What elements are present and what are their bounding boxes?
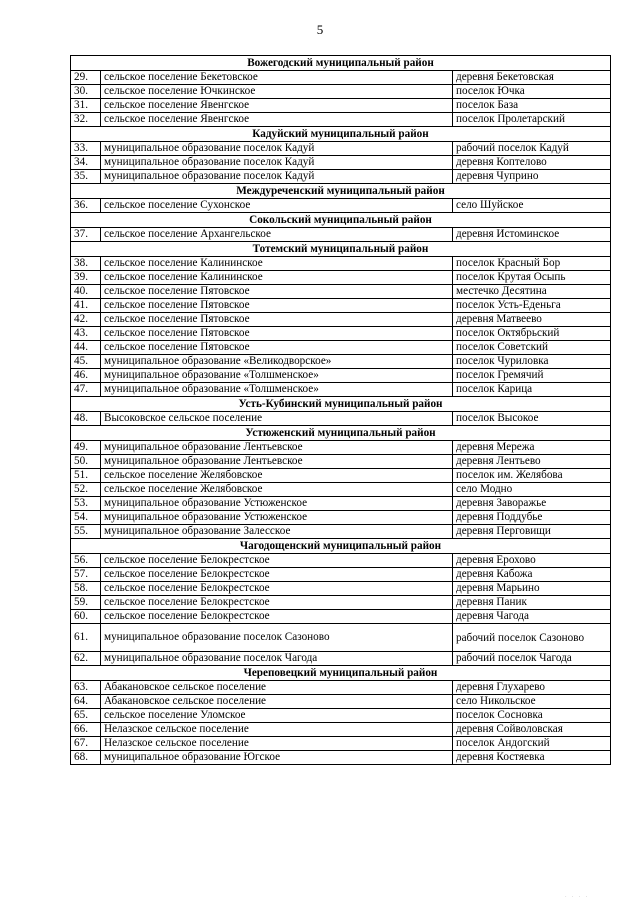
settlement-cell: деревня Перговищи — [453, 525, 611, 539]
table-row — [71, 596, 611, 610]
municipality-cell: сельское поселение Желябовское — [101, 469, 453, 483]
row-number: 36. — [71, 199, 101, 213]
settlement-cell: деревня Кабожа — [453, 568, 611, 582]
municipality-cell: сельское поселение Калининское — [101, 271, 453, 285]
table-row — [71, 85, 611, 99]
table-row — [71, 327, 611, 341]
municipality-cell: сельское поселение Пятовское — [101, 285, 453, 299]
district-title: Междуреченский муниципальный район — [71, 184, 611, 199]
settlement-cell: поселок Карица — [453, 383, 611, 397]
row-number: 47. — [71, 383, 101, 397]
row-number: 58. — [71, 582, 101, 596]
district-header-row — [71, 426, 611, 441]
municipality-cell: сельское поселение Явенгское — [101, 99, 453, 113]
municipality-cell: муниципальное образование «Толшменское» — [101, 383, 453, 397]
row-number: 64. — [71, 695, 101, 709]
row-number: 49. — [71, 441, 101, 455]
district-title: Вожегодский муниципальный район — [71, 56, 611, 71]
settlement-cell: деревня Истоминское — [453, 228, 611, 242]
settlement-cell: поселок Гремячий — [453, 369, 611, 383]
row-number: 29. — [71, 71, 101, 85]
row-number: 61. — [71, 624, 101, 652]
row-number: 51. — [71, 469, 101, 483]
settlement-cell: местечко Десятина — [453, 285, 611, 299]
row-number: 35. — [71, 170, 101, 184]
row-number: 38. — [71, 257, 101, 271]
row-number: 48. — [71, 412, 101, 426]
table-row — [71, 355, 611, 369]
row-number: 45. — [71, 355, 101, 369]
settlement-cell: поселок База — [453, 99, 611, 113]
settlement-cell: поселок Советский — [453, 341, 611, 355]
settlements-table — [70, 55, 611, 765]
district-header-row — [71, 213, 611, 228]
table-row — [71, 199, 611, 213]
table-row — [71, 228, 611, 242]
row-number: 40. — [71, 285, 101, 299]
municipality-cell: муниципальное образование поселок Кадуй — [101, 142, 453, 156]
table-row — [71, 313, 611, 327]
district-header-row — [71, 127, 611, 142]
settlement-cell: деревня Паник — [453, 596, 611, 610]
district-title: Усть-Кубинский муниципальный район — [71, 397, 611, 412]
table-row — [71, 271, 611, 285]
table-row — [71, 142, 611, 156]
row-number: 33. — [71, 142, 101, 156]
municipality-cell: сельское поселение Белокрестское — [101, 596, 453, 610]
settlement-cell: поселок Сосновка — [453, 709, 611, 723]
table-row — [71, 737, 611, 751]
row-number: 32. — [71, 113, 101, 127]
table-row — [71, 441, 611, 455]
row-number: 55. — [71, 525, 101, 539]
settlement-cell: поселок Высокое — [453, 412, 611, 426]
row-number: 46. — [71, 369, 101, 383]
row-number: 66. — [71, 723, 101, 737]
settlement-cell: деревня Глухарево — [453, 681, 611, 695]
settlement-cell: поселок Красный Бор — [453, 257, 611, 271]
district-title: Кадуйский муниципальный район — [71, 127, 611, 142]
table-row — [71, 624, 611, 652]
settlement-cell: поселок Октябрьский — [453, 327, 611, 341]
settlement-cell: деревня Поддубье — [453, 511, 611, 525]
table-row — [71, 71, 611, 85]
row-number: 34. — [71, 156, 101, 170]
row-number: 42. — [71, 313, 101, 327]
settlement-cell: деревня Сойволовская — [453, 723, 611, 737]
settlement-cell: деревня Заворажье — [453, 497, 611, 511]
municipality-cell: сельское поселение Явенгское — [101, 113, 453, 127]
district-title: Череповецкий муниципальный район — [71, 666, 611, 681]
settlement-cell: деревня Матвеево — [453, 313, 611, 327]
district-header-row — [71, 242, 611, 257]
row-number: 60. — [71, 610, 101, 624]
municipality-cell: Абакановское сельское поселение — [101, 681, 453, 695]
municipality-cell: Нелазское сельское поселение — [101, 723, 453, 737]
settlement-cell: деревня Чагода — [453, 610, 611, 624]
table-row — [71, 285, 611, 299]
table-row — [71, 99, 611, 113]
district-header-row — [71, 184, 611, 199]
settlements-table-body — [71, 56, 611, 765]
municipality-cell: Нелазское сельское поселение — [101, 737, 453, 751]
table-row — [71, 681, 611, 695]
table-row — [71, 455, 611, 469]
row-number: 65. — [71, 709, 101, 723]
municipality-cell: сельское поселение Белокрестское — [101, 568, 453, 582]
municipality-cell: сельское поселение Белокрестское — [101, 582, 453, 596]
table-row — [71, 568, 611, 582]
district-header-row — [71, 666, 611, 681]
table-row — [71, 497, 611, 511]
municipality-cell: муниципальное образование Лентьевское — [101, 441, 453, 455]
row-number: 54. — [71, 511, 101, 525]
table-row — [71, 709, 611, 723]
district-header-row — [71, 539, 611, 554]
table-row — [71, 652, 611, 666]
table-row — [71, 369, 611, 383]
settlement-cell: деревня Коптелово — [453, 156, 611, 170]
table-row — [71, 610, 611, 624]
table-row — [71, 525, 611, 539]
row-number: 30. — [71, 85, 101, 99]
municipality-cell: муниципальное образование поселок Сазоново — [101, 624, 453, 652]
table-row — [71, 511, 611, 525]
table-row — [71, 299, 611, 313]
settlement-cell: поселок Пролетарский — [453, 113, 611, 127]
municipality-cell: сельское поселение Пятовское — [101, 327, 453, 341]
settlement-cell: деревня Чуприно — [453, 170, 611, 184]
municipality-cell: Высоковское сельское поселение — [101, 412, 453, 426]
table-row — [71, 156, 611, 170]
settlement-cell: село Модно — [453, 483, 611, 497]
municipality-cell: сельское поселение Бекетовское — [101, 71, 453, 85]
municipality-cell: муниципальное образование поселок Чагода — [101, 652, 453, 666]
table-row — [71, 469, 611, 483]
municipality-cell: муниципальное образование поселок Кадуй — [101, 156, 453, 170]
table-row — [71, 483, 611, 497]
table-row — [71, 170, 611, 184]
settlement-cell: поселок Крутая Осыпь — [453, 271, 611, 285]
row-number: 67. — [71, 737, 101, 751]
settlement-cell: деревня Лентьево — [453, 455, 611, 469]
row-number: 41. — [71, 299, 101, 313]
municipality-cell: сельское поселение Уломское — [101, 709, 453, 723]
settlement-cell: деревня Мережа — [453, 441, 611, 455]
municipality-cell: муниципальное образование Югское — [101, 751, 453, 765]
municipality-cell: сельское поселение Желябовское — [101, 483, 453, 497]
municipality-cell: сельское поселение Калининское — [101, 257, 453, 271]
row-number: 68. — [71, 751, 101, 765]
row-number: 43. — [71, 327, 101, 341]
district-header-row — [71, 397, 611, 412]
district-title: Чагодощенский муниципальный район — [71, 539, 611, 554]
municipality-cell: сельское поселение Пятовское — [101, 299, 453, 313]
settlement-cell: рабочий поселок Кадуй — [453, 142, 611, 156]
municipality-cell: муниципальное образование «Великодворское» — [101, 355, 453, 369]
municipality-cell: сельское поселение Пятовское — [101, 341, 453, 355]
settlement-cell: деревня Ерохово — [453, 554, 611, 568]
district-title: Сокольский муниципальный район — [71, 213, 611, 228]
settlement-cell: поселок Андогский — [453, 737, 611, 751]
table-row — [71, 257, 611, 271]
municipality-cell: сельское поселение Белокрестское — [101, 610, 453, 624]
municipality-cell: муниципальное образование Устюженское — [101, 497, 453, 511]
row-number: 57. — [71, 568, 101, 582]
settlement-cell: село Шуйское — [453, 199, 611, 213]
municipality-cell: сельское поселение Ючкинское — [101, 85, 453, 99]
settlement-cell: поселок Усть-Еденьга — [453, 299, 611, 313]
municipality-cell: сельское поселение Архангельское — [101, 228, 453, 242]
row-number: 59. — [71, 596, 101, 610]
row-number: 63. — [71, 681, 101, 695]
table-row — [71, 341, 611, 355]
municipality-cell: сельское поселение Сухонское — [101, 199, 453, 213]
settlement-cell: поселок Чуриловка — [453, 355, 611, 369]
municipality-cell: муниципальное образование Лентьевское — [101, 455, 453, 469]
row-number: 56. — [71, 554, 101, 568]
row-number: 52. — [71, 483, 101, 497]
municipality-cell: сельское поселение Белокрестское — [101, 554, 453, 568]
municipality-cell: муниципальное образование Устюженское — [101, 511, 453, 525]
district-title: Тотемский муниципальный район — [71, 242, 611, 257]
row-number: 37. — [71, 228, 101, 242]
table-row — [71, 751, 611, 765]
table-row — [71, 723, 611, 737]
row-number: 39. — [71, 271, 101, 285]
page-number: 5 — [316, 22, 324, 37]
settlement-cell: рабочий поселок Сазоново — [453, 624, 611, 652]
scan-artifact: · · · · — [565, 895, 590, 900]
district-header-row — [71, 56, 611, 71]
table-row — [71, 412, 611, 426]
table-row — [71, 113, 611, 127]
municipality-cell: муниципальное образование Залесское — [101, 525, 453, 539]
settlement-cell: село Никольское — [453, 695, 611, 709]
row-number: 53. — [71, 497, 101, 511]
municipality-cell: муниципальное образование поселок Кадуй — [101, 170, 453, 184]
settlement-cell: деревня Бекетовская — [453, 71, 611, 85]
settlement-cell: поселок им. Желябова — [453, 469, 611, 483]
row-number: 31. — [71, 99, 101, 113]
row-number: 50. — [71, 455, 101, 469]
settlement-cell: рабочий поселок Чагода — [453, 652, 611, 666]
table-row — [71, 554, 611, 568]
district-title: Устюженский муниципальный район — [71, 426, 611, 441]
municipality-cell: муниципальное образование «Толшменское» — [101, 369, 453, 383]
table-row — [71, 695, 611, 709]
table-row — [71, 582, 611, 596]
municipality-cell: Абакановское сельское поселение — [101, 695, 453, 709]
row-number: 44. — [71, 341, 101, 355]
municipality-cell: сельское поселение Пятовское — [101, 313, 453, 327]
row-number: 62. — [71, 652, 101, 666]
settlement-cell: поселок Ючка — [453, 85, 611, 99]
settlement-cell: деревня Костяевка — [453, 751, 611, 765]
table-row — [71, 383, 611, 397]
settlement-cell: деревня Марьино — [453, 582, 611, 596]
